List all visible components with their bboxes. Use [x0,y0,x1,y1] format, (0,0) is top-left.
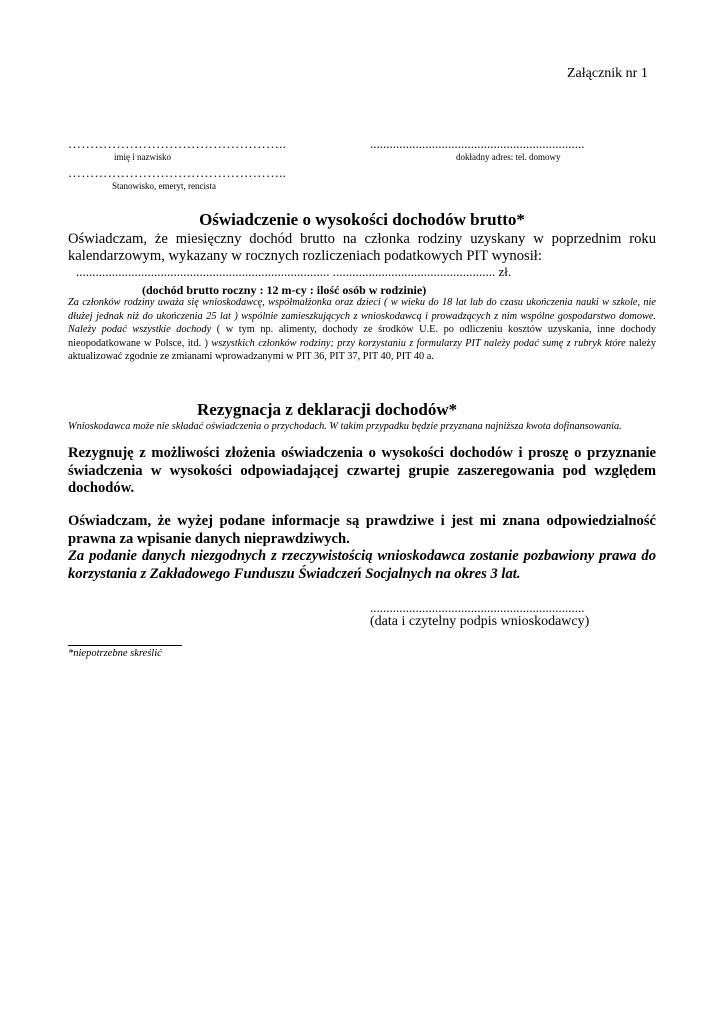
penalty-warning: Za podanie danych niezgodnych z rzeczywistością wnioskodawca zostanie pozbawiony prawa do korzystania z Zakładowego Funduszu Świadczeń Socjalnych na okres 3 lat. [68,548,656,582]
truthfulness-statement: Oświadczam, że wyżej podane informacje są prawdziwe i jest mi znana odpowiedzialność prawna za wpisanie danych nieprawdziwych. [68,513,656,547]
note-italic-1: Za członków rodziny uważa się wnioskodawcę, współmałżonka oraz dzieci ( w wieku do 18 lat lub do czasu ukończenia nauki w szkole, nie dłużej jednak niż do ukończenia 25 lat ) wspólnie zamieszkujących z wnioskodawcą i prowadzących z nim wspólne gospodarstwo domowe. Należy podać wszystkie dochody [68,297,656,335]
footnote: *niepotrzebne skreślić [68,648,162,659]
resignation-title: Rezygnacja z deklaracji dochodów* [197,400,458,419]
name-field-label: imię i nazwisko [114,152,171,162]
name-field-line[interactable]: ………………………………………….. [68,136,287,151]
attachment-number: Załącznik nr 1 [567,66,648,81]
declaration-text: Oświadczam, że miesięczny dochód brutto na członka rodziny uzyskany w poprzednim roku kalendarzowym, wykazany w rocznych rozliczeniach podatkowych PIT wynosił: [68,231,656,264]
signature-line[interactable]: .................................................................. [370,600,585,615]
note-plain-2: należy aktualizować zgodnie ze zmianami wprowadzanymi w PIT 36, PIT 37, PIT 40, PIT 40 a. [68,337,656,362]
address-field-line[interactable]: .................................................................. [370,136,585,151]
address-field-label: dokładny adres: tel. domowy [456,152,561,162]
note-italic-2: wszystkich członków rodziny; przy korzystaniu z formularzy PIT należy podać sumę z rubryk które [211,337,626,349]
note-plain-1: ( w tym np. alimenty, dochody ze środków U.E. po odliczeniu kosztów uzyskania, inne dochody nieopodatkowane w Polsce, itd. ) [68,324,656,349]
income-amount-line[interactable]: .............................................................................. .................................................. zł. [76,264,512,279]
position-field-label: Stanowisko, emeryt, rencista [112,181,216,191]
resignation-text: Rezygnuję z możliwości złożenia oświadczenia o wysokości dochodów i proszę o przyznanie świadczenia w wysokości odpowiadającej czwartej grupie zaszeregowania pod względem dochodów. [68,445,656,496]
signature-label: (data i czytelny podpis wnioskodawcy) [370,614,590,629]
family-members-note [68,296,656,364]
declaration-title: Oświadczenie o wysokości dochodów brutto* [199,210,525,229]
footnote-divider [68,645,182,646]
resignation-note: Wnioskodawca może nie składać oświadczenia o przychodach. W takim przypadku będzie przyznana najniższa kwota dofinansowania. [68,421,622,432]
income-formula: (dochód brutto roczny : 12 m-cy : ilość osób w rodzinie) [142,283,427,297]
position-field-line[interactable]: ………………………………………….. [68,165,287,180]
